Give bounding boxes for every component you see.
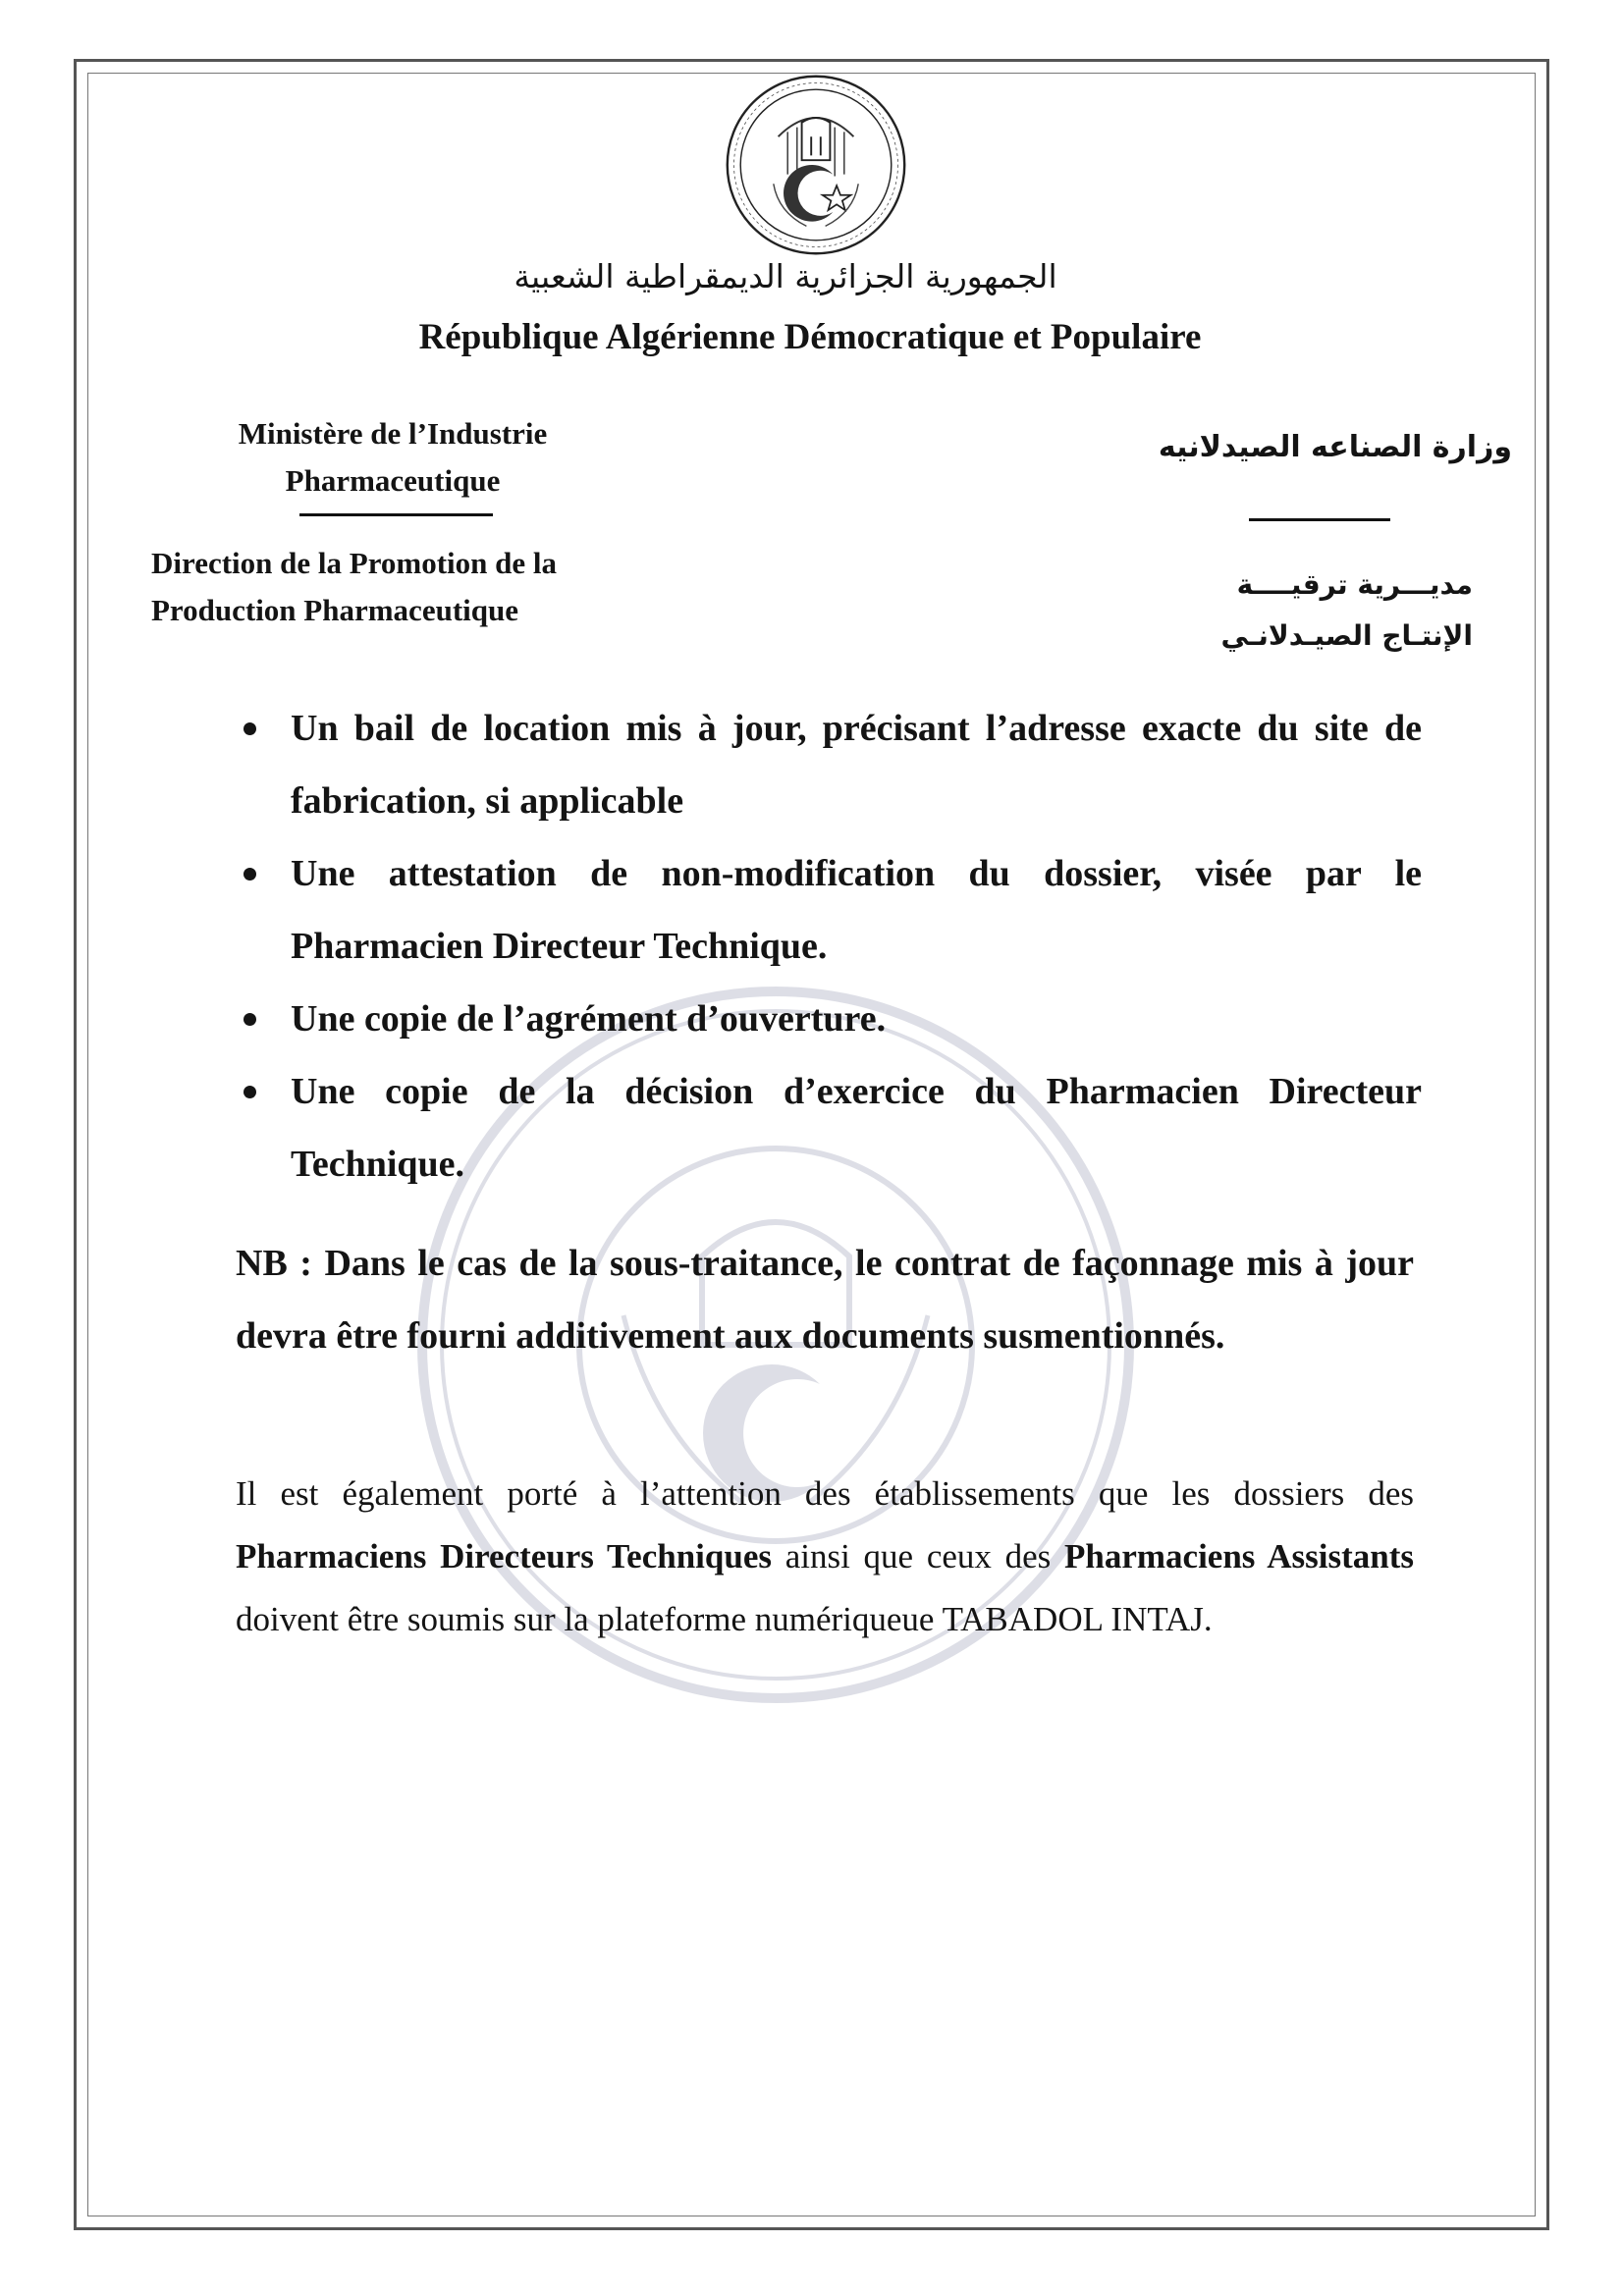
paragraph-part3: doivent être soumis sur la plateforme numériqueue TABADOL INTAJ. — [236, 1600, 1213, 1638]
paragraph-part2: ainsi que ceux des — [771, 1537, 1065, 1575]
list-item-text: Un bail de location mis à jour, précisant l’adresse exacte du site de fabrication, si applicable — [291, 708, 1422, 822]
bullet-icon — [243, 1013, 256, 1026]
closing-paragraph — [236, 1463, 1414, 1651]
list-item — [234, 1055, 1422, 1201]
bullet-icon — [243, 868, 256, 881]
direction-french — [151, 540, 701, 634]
republic-french-title: République Algérienne Démocratique et Populaire — [418, 317, 1202, 357]
bullet-icon — [243, 722, 256, 735]
divider-right — [1249, 518, 1390, 521]
paragraph-bold2: Pharmaciens Assistants — [1064, 1537, 1414, 1575]
ministry-french — [196, 410, 589, 505]
nb-note: NB : Dans le cas de la sous-traitance, le contrat de façonnage mis à jour devra être fourni additivement aux documents susmentionnés. — [236, 1243, 1414, 1357]
list-item — [234, 692, 1422, 837]
divider-left — [299, 513, 493, 516]
paragraph-part1: Il est également porté à l’attention des établissements que les dossiers des — [236, 1474, 1414, 1513]
direction-arabic-line1: مديـــرية ترقيــــة — [1236, 568, 1473, 601]
direction-french-line1: Direction de la Promotion de la — [151, 546, 558, 580]
paragraph-bold1: Pharmaciens Directeurs Techniques — [236, 1537, 772, 1575]
direction-arabic-line2: الإنتـاج الصيـدلانـي — [1220, 619, 1473, 652]
direction-french-line2: Production Pharmaceutique — [151, 593, 518, 627]
list-item-text: Une copie de la décision d’exercice du Pharmacien Directeur Technique. — [291, 1071, 1422, 1185]
ministry-arabic: وزارة الصناعه الصيدلانيه — [1158, 430, 1512, 464]
list-item-text: Une copie de l’agrément d’ouverture. — [291, 998, 887, 1040]
bullet-icon — [243, 1086, 256, 1098]
list-item — [234, 983, 1422, 1055]
republic-arabic-title: الجمهورية الجزائرية الديمقراطية الشعبية — [514, 257, 1057, 295]
ministry-french-line2: Pharmaceutique — [285, 463, 501, 498]
national-emblem-icon — [722, 71, 910, 259]
list-item-text: Une attestation de non-modification du dossier, visée par le Pharmacien Directeur Technique. — [291, 853, 1422, 967]
ministry-french-line1: Ministère de l’Industrie — [238, 416, 548, 451]
requirements-list — [234, 692, 1422, 1201]
direction-arabic — [1041, 560, 1473, 662]
list-item — [234, 837, 1422, 983]
